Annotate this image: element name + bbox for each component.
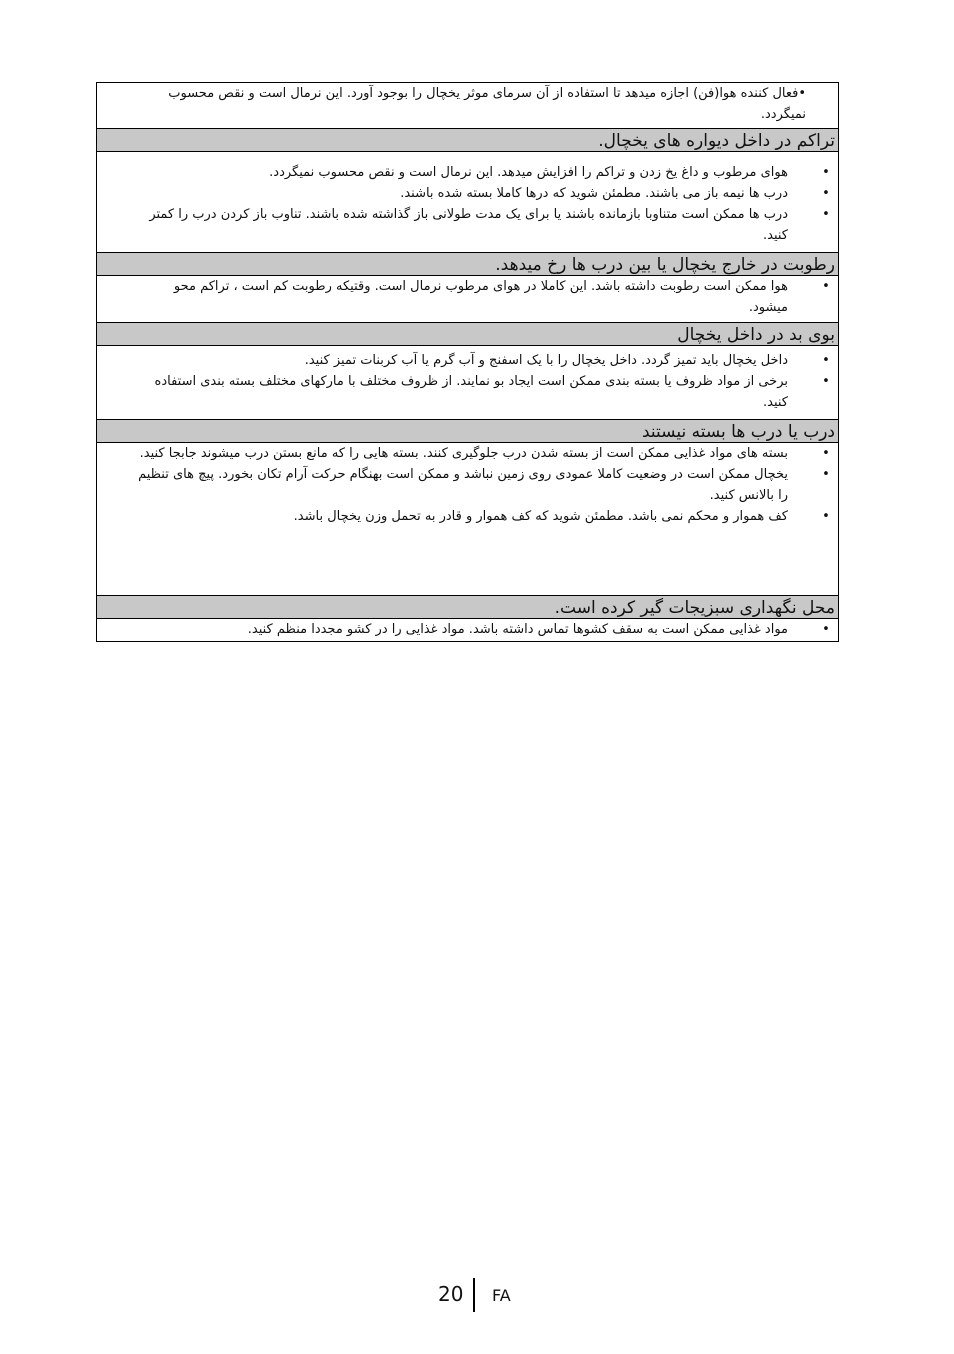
- list-item: • درب ها نيمه باز می باشند. مطمئن شويد كه درها كاملا بسته شده باشند.: [105, 183, 832, 204]
- bullet: •: [822, 509, 830, 524]
- bullet: •: [822, 446, 830, 461]
- section-body-crisper-stuck: [97, 619, 838, 641]
- section-body-doors-not-closing: [97, 443, 838, 595]
- list-item: • هوا ممكن است رطوبت داشته باشد. اين كاملا در هوای مرطوب نرمال است. وقتيكه رطوبت كم است ، تراكم محو ميشود.: [105, 276, 832, 318]
- bullet: •: [822, 467, 830, 482]
- section-body-bad-odor: [97, 346, 838, 419]
- section-header-bad-odor: بوی بد در داخل يخچال: [97, 322, 838, 346]
- list-item: • كف هموار و محكم نمی باشد. مطمئن شويد كه كف هموار و قادر به تحمل وزن يخچال باشد.: [105, 506, 832, 527]
- section-body-outside-moisture: [97, 276, 838, 322]
- section-header-outside-moisture: رطوبت در خارج يخچال يا بين درب ها رخ ميدهد.: [97, 252, 838, 276]
- list-item: • مواد غذايی ممكن است به سقف كشوها تماس داشته باشد. مواد غذايی را در كشو مجددا منظم كنيد.: [105, 619, 832, 640]
- footer-divider: [473, 1278, 475, 1312]
- language-code: FA: [492, 1286, 511, 1305]
- section-header-doors-not-closing: درب يا درب ها بسته نيستند: [97, 419, 838, 443]
- intro-text: •فعال كننده هوا(فن) اجازه میدهد تا استفاده از آن سرمای موثر يخچال را بوجود آورد. اين نرمال است و نقص محسوب نميگردد.: [168, 86, 806, 122]
- section-header-wall-condensation: تراكم در داخل ديواره های يخچال.: [97, 128, 838, 152]
- section-header-crisper-stuck: محل نگهداری سبزيجات گير كرده است.: [97, 595, 838, 619]
- bullet: •: [822, 279, 830, 294]
- list-item: • يخچال ممكن است در وضعيت كاملا عمودی روی زمين نباشد و ممكن است بهنگام حركت آرام تكان بخورد. پيچ های تنظيم را بالانس كنيد.: [105, 464, 832, 506]
- list-item: • درب ها ممكن است متناوبا بازمانده باشند يا برای يک مدت طولانی باز گذاشته شده باشند. تناوب باز كردن درب را كمتر كنيد.: [105, 204, 832, 246]
- page-footer: [0, 1278, 954, 1314]
- page-number: 20: [438, 1282, 464, 1306]
- bullet: •: [822, 207, 830, 222]
- bullet: •: [822, 374, 830, 389]
- list-item: • داخل يخچال بايد تميز گردد. داخل يخچال را با يک اسفنج و آب گرم يا آب كربنات تميز كنيد.: [105, 350, 832, 371]
- bullet: •: [822, 165, 830, 180]
- list-item: • بسته های مواد غذايی ممكن است از بسته شدن درب جلوگيری كنند. بسته هايی را كه مانع بستن درب ميشوند جابجا كنيد.: [105, 443, 832, 464]
- bullet: •: [822, 353, 830, 368]
- list-item: • هوای مرطوب و داغ يخ زدن و تراكم را افزايش ميدهد. اين نرمال است و نقص محسوب نميگردد.: [105, 162, 832, 183]
- intro-cell: [97, 83, 838, 128]
- bullet: •: [822, 622, 830, 637]
- bullet: •: [822, 186, 830, 201]
- intro-item: [105, 83, 832, 125]
- section-body-wall-condensation: [97, 152, 838, 252]
- list-item: • برخی از مواد ظروف يا بسته بندی ممكن است ايجاد بو نمايند. از ظروف مختلف با ماركهای مختلف بسته بندی استفاده كنيد.: [105, 371, 832, 413]
- troubleshooting-table: [96, 82, 839, 642]
